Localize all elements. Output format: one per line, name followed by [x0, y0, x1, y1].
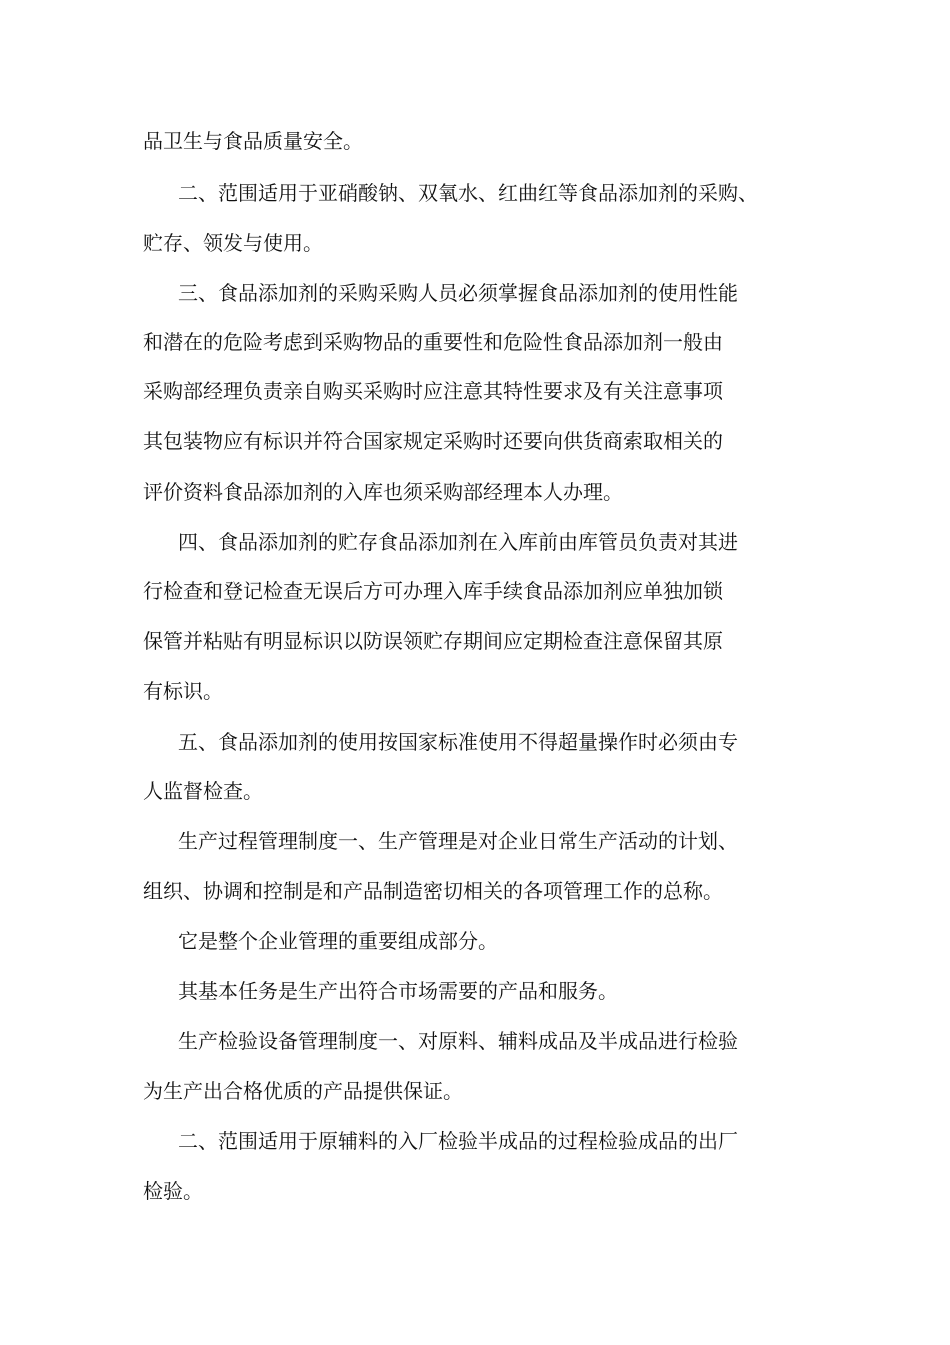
- text-line: 有标识。: [143, 679, 223, 703]
- text-line: 采购部经理负责亲自购买采购时应注意其特性要求及有关注意事项: [143, 379, 723, 403]
- text-line: 和潜在的危险考虑到采购物品的重要性和危险性食品添加剂一般由: [143, 330, 723, 354]
- text-line: 二、范围适用于原辅料的入厂检验半成品的过程检验成品的出厂: [178, 1129, 738, 1153]
- text-line: 保管并粘贴有明显标识以防误领贮存期间应定期检查注意保留其原: [143, 629, 723, 653]
- text-line: 品卫生与食品质量安全。: [143, 129, 363, 153]
- text-line: 五、食品添加剂的使用按国家标准使用不得超量操作时必须由专: [178, 730, 738, 754]
- text-line: 二、范围适用于亚硝酸钠、双氧水、红曲红等食品添加剂的采购、: [178, 181, 758, 205]
- text-line: 评价资料食品添加剂的入库也须采购部经理本人办理。: [143, 480, 623, 504]
- text-line: 它是整个企业管理的重要组成部分。: [178, 929, 498, 953]
- text-line: 行检查和登记检查无误后方可办理入库手续食品添加剂应单独加锁: [143, 579, 723, 603]
- text-line: 其包装物应有标识并符合国家规定采购时还要向供货商索取相关的: [143, 429, 723, 453]
- text-line: 贮存、领发与使用。: [143, 231, 323, 255]
- text-line: 三、食品添加剂的采购采购人员必须掌握食品添加剂的使用性能: [178, 281, 738, 305]
- text-line: 为生产出合格优质的产品提供保证。: [143, 1079, 463, 1103]
- text-line: 检验。: [143, 1179, 203, 1203]
- text-line: 组织、协调和控制是和产品制造密切相关的各项管理工作的总称。: [143, 879, 723, 903]
- text-line: 生产过程管理制度一、生产管理是对企业日常生产活动的计划、: [178, 829, 738, 853]
- text-line: 生产检验设备管理制度一、对原料、辅料成品及半成品进行检验: [178, 1029, 738, 1053]
- text-line: 其基本任务是生产出符合市场需要的产品和服务。: [178, 979, 618, 1003]
- text-line: 四、食品添加剂的贮存食品添加剂在入库前由库管员负责对其进: [178, 530, 738, 554]
- text-line: 人监督检查。: [143, 779, 263, 803]
